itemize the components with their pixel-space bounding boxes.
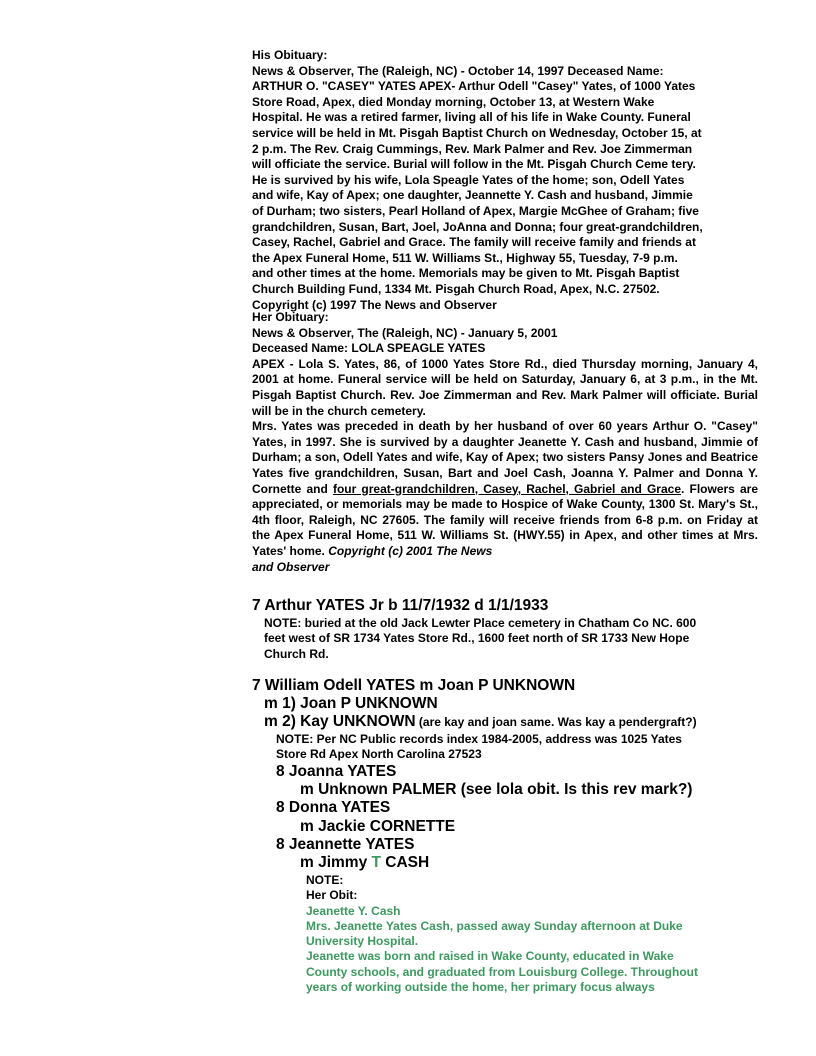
her-obituary-para2-text: Mrs. Yates was preceded in death by her husband of over 60 years Arthur O. "Casey" Yates, in 1997. She is survived by a daughter Jeanette Y. Cash and husband, Jimmie of Durham; a son, Odell Yates and wife, Kay of Apex; two sisters Pansy Jones and Beatrice Yates five grandchildren, Susan, Bart and Joel Cash, Joanna Y. Palmer and Donna Y. Cornette and	[252, 419, 758, 496]
his-obituary-line: and other times at the home. Memorials may be given to Mt. Pisgah Baptist	[252, 266, 680, 281]
william-title: 7 William Odell YATES m Joan P UNKNOWN	[252, 677, 576, 694]
cash-obit-line: Mrs. Jeanette Yates Cash, passed away Sunday afternoon at Duke	[306, 918, 683, 933]
william-note	[276, 732, 682, 763]
his-obituary-line: will officiate the service. Burial will follow in the Mt. Pisgah Church Ceme tery.	[252, 157, 696, 172]
his-obituary-heading: His Obituary:	[252, 48, 328, 62]
jeannette-spouse-last: CASH	[380, 854, 430, 871]
cash-obit-line: University Hospital.	[306, 934, 419, 949]
cash-obit-line: County schools, and graduated from Louisburg College. Throughout	[306, 964, 698, 979]
arthur-note-line: NOTE: buried at the old Jack Lewter Place cemetery in Chatham Co NC. 600	[264, 616, 697, 630]
william-marriage-1: m 1) Joan P UNKNOWN	[264, 695, 438, 712]
her-obituary-source: News & Observer, The (Raleigh, NC) - January 5, 2001	[252, 325, 558, 340]
her-obituary-copyright: Copyright (c) 2001 The News	[328, 543, 493, 558]
cash-obit-line: years of working outside the home, her primary focus always	[306, 980, 655, 995]
william-note-line: Store Rd Apex North Carolina 27523	[276, 747, 482, 762]
william-marriage-2	[264, 713, 697, 732]
his-obituary-line: of Durham; two sisters, Pearl Holland of Apex, Margie McGhee of Graham; five	[252, 203, 699, 218]
william-note-line: NOTE: Per NC Public records index 1984-2005, address was 1025 Yates	[276, 732, 682, 746]
her-obituary	[252, 310, 758, 575]
joanna-spouse: m Unknown PALMER (see lola obit. Is this rev mark?)	[300, 781, 693, 798]
cash-her-obit-label: Her Obit:	[306, 888, 358, 903]
his-obituary-line: Copyright (c) 1997 The News and Observer	[252, 297, 497, 312]
child-donna: 8 Donna YATES	[276, 799, 391, 816]
her-obituary-para2-rest: . Flowers are appreciated, or memorials may be made to Hospice of Wake County, 1300 St. Mary's St., 4th floor, Raleigh, NC 27605. The family will receive friends from 6-8 p.m. on Friday at the Apex Funeral Home, 511 W. Williams St. (HWY.55) in Apex, and other times at Mrs. Yates' home.	[252, 481, 758, 558]
arthur-note-line: feet west of SR 1734 Yates Store Rd., 1600 feet north of SR 1733 New Hope	[264, 631, 690, 646]
his-obituary-line: 2 p.m. The Rev. Craig Cummings, Rev. Mark Palmer and Rev. Joe Zimmerman	[252, 141, 693, 156]
her-obituary-para1: APEX - Lola S. Yates, 86, of 1000 Yates Store Rd., died Thursday morning, January 4, 2001 at home. Funeral service will be held on Saturday, January 6, at 3 p.m., in the Mt. Pisgah Baptist Church. Rev. Joe Zimmerman and Rev. Mark Palmer will officiate. Burial will be in the church cemetery.	[252, 356, 758, 418]
her-obituary-para2	[252, 419, 758, 559]
his-obituary-line: service will be held in Mt. Pisgah Baptist Church on Wednesday, October 15, at	[252, 125, 702, 140]
william-marriage-2-comment: (are kay and joan same. Was kay a pendergraft?)	[415, 715, 697, 729]
donna-spouse: m Jackie CORNETTE	[300, 818, 456, 835]
his-obituary-text	[252, 64, 758, 314]
child-joanna: 8 Joanna YATES	[276, 763, 397, 780]
arthur-jr-note	[264, 616, 696, 662]
arthur-note-line: Church Rd.	[264, 646, 329, 661]
cash-note	[306, 873, 698, 995]
great-grandchildren-underlined: four great-grandchildren, Casey, Rachel, Gabriel and Grace	[332, 481, 682, 496]
cash-obit-text	[306, 904, 698, 996]
his-obituary-line: He is survived by his wife, Lola Speagle Yates of the home; son, Odell Yates	[252, 172, 685, 187]
jeannette-spouse-initial: T	[371, 854, 381, 871]
his-obituary	[252, 48, 758, 313]
william-marriage-2-name: m 2) Kay UNKNOWN	[264, 713, 416, 730]
his-obituary-line: Casey, Rachel, Gabriel and Grace. The family will receive family and friends at	[252, 235, 696, 250]
his-obituary-line: News & Observer, The (Raleigh, NC) - October 14, 1997 Deceased Name:	[252, 63, 664, 78]
his-obituary-line: grandchildren, Susan, Bart, Joel, JoAnna and Donna; four great-grandchildren,	[252, 219, 703, 234]
his-obituary-line: the Apex Funeral Home, 511 W. Williams St., Highway 55, Tuesday, 7-9 p.m.	[252, 250, 678, 265]
child-jeannette: 8 Jeannette YATES	[276, 836, 415, 853]
her-obituary-copyright-cont: and Observer	[252, 559, 330, 574]
his-obituary-line: Hospital. He was a retired farmer, living all of his life in Wake County. Funeral	[252, 110, 691, 125]
her-obituary-deceased: Deceased Name: LOLA SPEAGLE YATES	[252, 341, 486, 356]
jeannette-spouse-first: m Jimmy	[300, 854, 372, 871]
his-obituary-line: Store Road, Apex, died Monday morning, October 13, at Western Wake	[252, 94, 655, 109]
his-obituary-line: Church Building Fund, 1334 Mt. Pisgah Church Road, Apex, N.C. 27502.	[252, 281, 660, 296]
jeannette-spouse	[300, 854, 429, 873]
her-obituary-heading: Her Obituary:	[252, 310, 329, 324]
his-obituary-line: ARTHUR O. "CASEY" YATES APEX- Arthur Odell "Casey" Yates, of 1000 Yates	[252, 79, 696, 94]
cash-note-label: NOTE:	[306, 873, 344, 887]
his-obituary-line: and wife, Kay of Apex; one daughter, Jeannette Y. Cash and husband, Jimmie	[252, 188, 693, 203]
cash-obit-line: Jeanette Y. Cash	[306, 903, 401, 918]
arthur-jr-title: 7 Arthur YATES Jr b 11/7/1932 d 1/1/1933	[252, 597, 549, 614]
cash-obit-line: Jeanette was born and raised in Wake County, educated in Wake	[306, 949, 674, 964]
